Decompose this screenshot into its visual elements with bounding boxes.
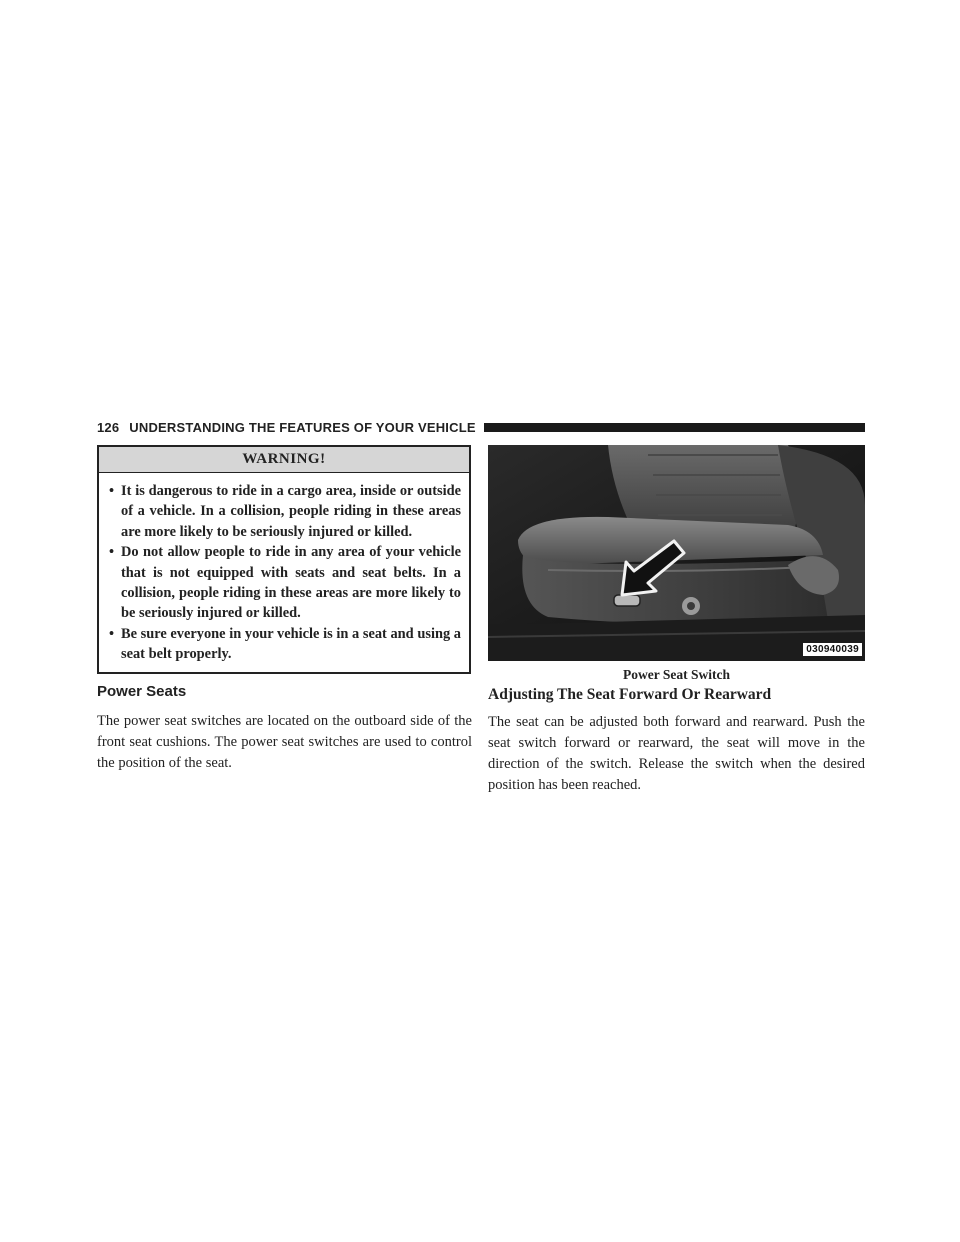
adjusting-heading: Adjusting The Seat Forward Or Rearward: [488, 686, 772, 703]
warning-list: [99, 473, 469, 665]
page-header: [97, 418, 865, 436]
page-number: 126: [97, 419, 120, 435]
warning-item: • It is dangerous to ride in a cargo area, inside or outside of a vehicle. In a collision, people riding in these areas are more likely to be seriously injured or killed.: [109, 481, 461, 542]
power-seats-heading: Power Seats: [97, 683, 187, 700]
adjusting-paragraph: The seat can be adjusted both forward and rearward. Push the seat switch forward or rearward, the seat will move in the direction of the switch. Release the switch when the desired position has been reached.: [488, 714, 865, 793]
warning-title: WARNING!: [99, 447, 469, 473]
power-seat-photo: [488, 445, 865, 661]
warning-item: • Do not allow people to ride in any area of your vehicle that is not equipped with seats and seat belts. In a collision, people riding in these areas are more likely to be seriously injured or killed.: [109, 542, 461, 624]
warning-item: • Be sure everyone in your vehicle is in a seat and using a seat belt properly.: [109, 624, 461, 665]
figure-caption: Power Seat Switch: [623, 667, 730, 682]
section-title: UNDERSTANDING THE FEATURES OF YOUR VEHICLE: [129, 419, 476, 435]
warning-box: [97, 445, 471, 674]
header-rule: [484, 423, 865, 432]
seat-illustration: [488, 445, 865, 661]
power-seats-paragraph: The power seat switches are located on the outboard side of the front seat cushions. The power seat switches are used to control the position of the seat.: [97, 713, 472, 771]
image-code: 030940039: [803, 643, 862, 656]
